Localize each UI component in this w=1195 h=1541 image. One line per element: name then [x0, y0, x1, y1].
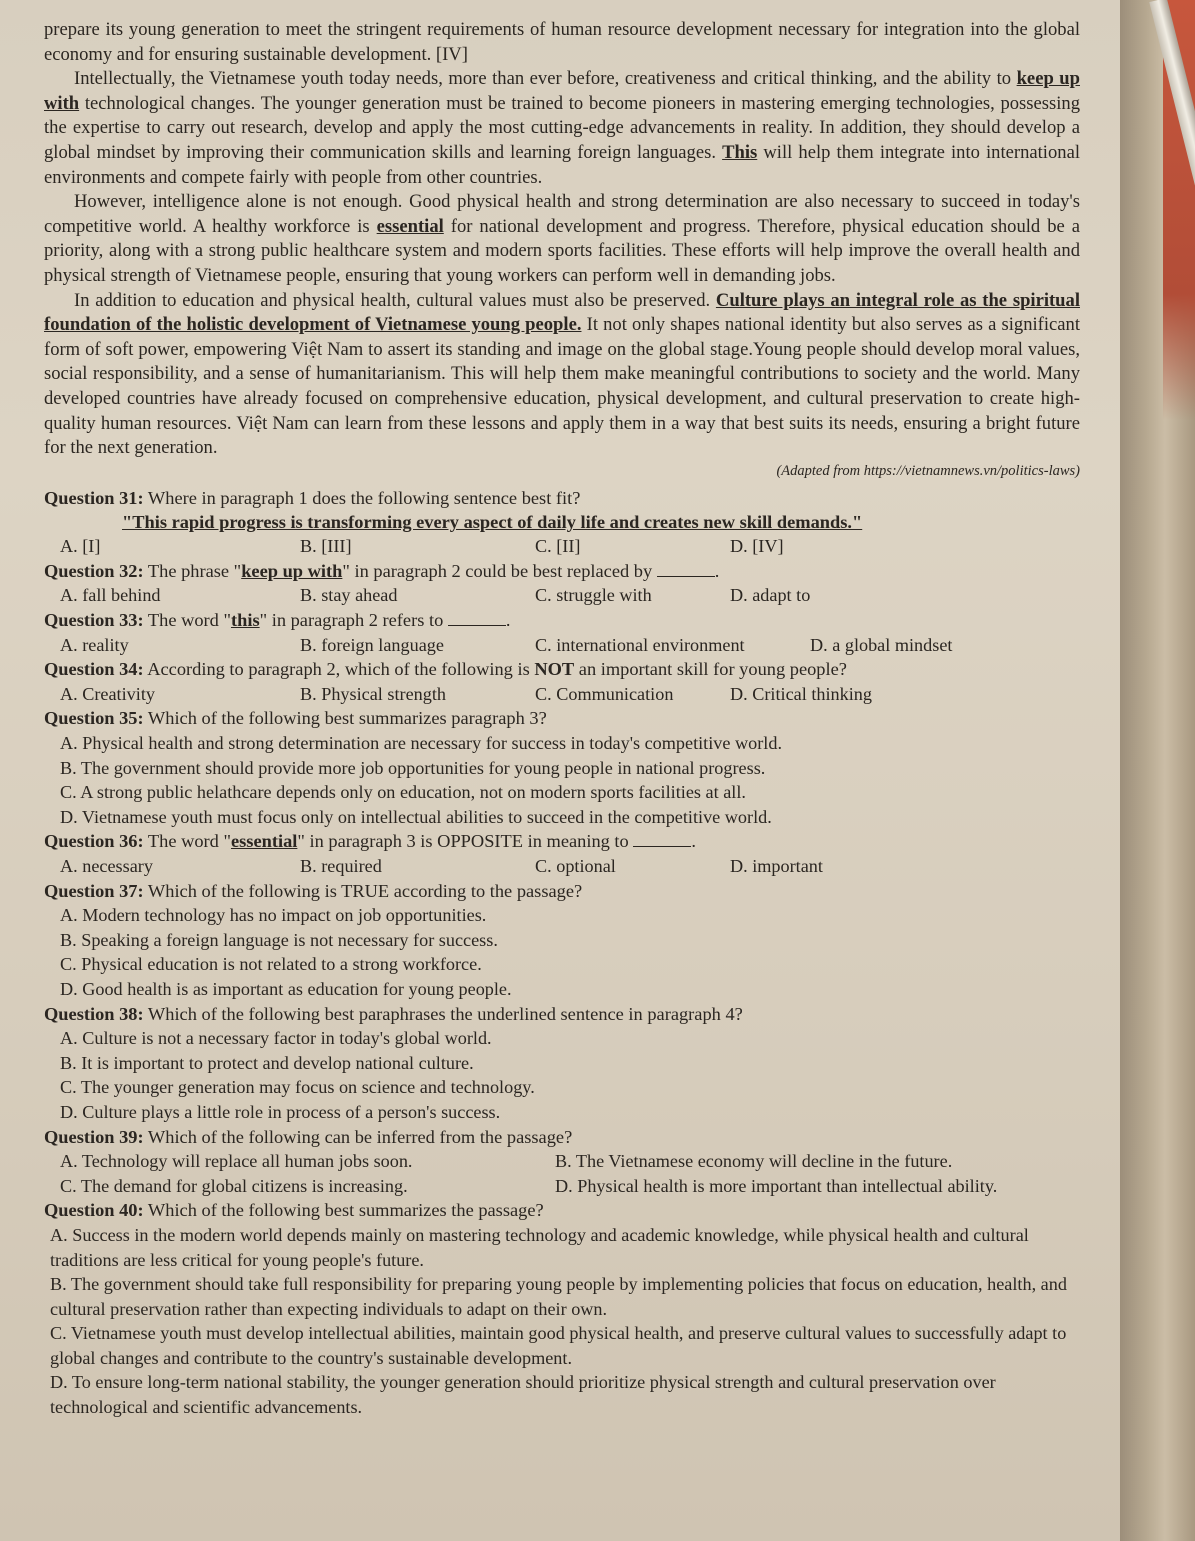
option-b[interactable]: B. required [300, 856, 382, 876]
question-36: Question 36: The word "essential" in paragraph 3 is OPPOSITE in meaning to . [44, 831, 696, 852]
option-c[interactable]: C. optional [535, 856, 616, 876]
option-d[interactable]: D. Vietnamese youth must focus only on intellectual abilities to succeed in the competitive world. [60, 806, 772, 827]
option-a[interactable]: A. [I] [60, 536, 101, 557]
question-31: Question 31: Where in paragraph 1 does the following sentence best fit? [44, 487, 581, 508]
answer-blank[interactable] [657, 562, 715, 577]
question-36-options [60, 854, 1080, 879]
keep-up-with-phrase: keep up with [44, 68, 1080, 114]
option-a[interactable]: A. necessary [60, 856, 153, 876]
option-b[interactable]: B. The Vietnamese economy will decline in the future. [555, 1151, 953, 1172]
option-b[interactable]: B. Speaking a foreign language is not necessary for success. [60, 929, 498, 950]
option-d[interactable]: D. adapt to [730, 585, 811, 606]
option-d[interactable]: D. Culture plays a little role in process of a person's success. [60, 1101, 501, 1122]
option-c[interactable]: C. [II] [535, 536, 581, 557]
option-a[interactable]: A. Success in the modern world depends mainly on mastering technology and academic knowledge, while physical health and cultural traditions are less critical for young people's future. [50, 1224, 1029, 1270]
option-b[interactable]: B. The government should provide more job opportunities for young people in national progress. [60, 757, 766, 778]
question-34: Question 34: According to paragraph 2, which of the following is NOT an important skill for young people? [44, 659, 847, 680]
question-31-quote: "This rapid progress is transforming every aspect of daily life and creates new skill demands." [122, 512, 863, 533]
option-c[interactable]: C. Vietnamese youth must develop intellectual abilities, maintain good physical health, and preserve cultural values to successfully adapt to global changes and contribute to the country's sustainable development. [50, 1323, 1067, 1368]
option-d[interactable]: D. important [730, 856, 823, 876]
option-c[interactable]: C. struggle with [535, 585, 652, 606]
option-a[interactable]: A. Technology will replace all human jobs soon. [60, 1151, 413, 1172]
option-c[interactable]: C. A strong public helathcare depends only on education, not on modern sports facilities at all. [60, 782, 746, 803]
option-c[interactable]: C. international environment [535, 634, 745, 655]
question-31-options [60, 534, 1080, 559]
option-b[interactable]: B. Physical strength [300, 683, 446, 704]
option-a[interactable]: A. fall behind [60, 585, 161, 606]
option-d[interactable]: D. a global mindset [810, 634, 953, 655]
option-d[interactable]: D. Physical health is more important than intellectual ability. [555, 1175, 998, 1196]
option-a[interactable]: A. Creativity [60, 683, 155, 704]
option-a[interactable]: A. Modern technology has no impact on job opportunities. [60, 905, 487, 926]
option-c[interactable]: C. Communication [535, 683, 674, 704]
option-b[interactable]: B. stay ahead [300, 585, 398, 606]
question-39-options-ab [60, 1149, 1080, 1174]
underlined-sentence: Culture plays an integral role as the spiritual foundation of the holistic development of Vietnamese young people. [44, 289, 1080, 336]
option-b[interactable]: B. foreign language [300, 634, 444, 655]
option-d[interactable]: D. [IV] [730, 536, 784, 557]
option-d[interactable]: D. Good health is as important as education for young people. [60, 978, 512, 999]
option-c[interactable]: C. Physical education is not related to a strong workforce. [60, 954, 482, 975]
option-d[interactable]: D. Critical thinking [730, 683, 872, 704]
question-38: Question 38: Which of the following best paraphrases the underlined sentence in paragraph 4? [44, 1003, 743, 1024]
option-b[interactable]: B. It is important to protect and develop national culture. [60, 1052, 474, 1073]
paragraph-1-tail: prepare its young generation to meet the stringent requirements of human resource development necessary for integration into the global economy and for ensuring sustainable development. [IV] [44, 19, 1080, 65]
option-a[interactable]: A. reality [60, 634, 129, 655]
option-b[interactable]: B. [III] [300, 536, 352, 557]
question-32-options [60, 583, 1080, 608]
question-32: Question 32: The phrase "keep up with" in paragraph 2 could be best replaced by . [44, 560, 720, 581]
this-word: This [722, 141, 758, 163]
question-33: Question 33: The word "this" in paragraph 2 refers to . [44, 610, 511, 631]
option-a[interactable]: A. Culture is not a necessary factor in today's global world. [60, 1028, 492, 1049]
question-35: Question 35: Which of the following best summarizes paragraph 3? [44, 708, 547, 729]
option-c[interactable]: C. The demand for global citizens is increasing. [60, 1175, 408, 1196]
paragraph-3: However, intelligence alone is not enough. Good physical health and strong determination are also necessary to succeed in today's competitive world. A healthy workforce is essential for national development and progress. Therefore, physical education should be a priority, along with a strong public healthcare system and modern sports facilities. These efforts will help improve the overall health and physical strength of Vietnamese people, ensuring that young workers can perform well in demanding jobs. [44, 191, 1080, 286]
paragraph-4: In addition to education and physical health, cultural values must also be preserved. Culture plays an integral role as the spiritual foundation of the holistic development of Vietnamese young people. It not only shapes national identity but also serves as a significant form of soft power, empowering Việt Nam to assert its standing and image on the global stage.Young people should develop moral values, social responsibility, and a sense of humanitarianism. This will help them make meaningful contributions to society and the world. Many developed countries have already focused on comprehensive education, physical development, and cultural preservation to create high-quality human resources. Việt Nam can learn from these lessons and apply them in a way that best suits its needs, ensuring a bright future for the next generation. [44, 289, 1081, 459]
option-c[interactable]: C. The younger generation may focus on science and technology. [60, 1077, 535, 1098]
option-b[interactable]: B. The government should take full responsibility for preparing young people by implementing policies that focus on education, health, and cultural preservation rather than expecting individuals to adapt on their own. [50, 1274, 1067, 1319]
question-33-options [60, 633, 1080, 658]
question-40: Question 40: Which of the following best summarizes the passage? [44, 1200, 544, 1221]
answer-blank[interactable] [448, 611, 506, 626]
option-a[interactable]: A. Physical health and strong determination are necessary for success in today's competitive world. [60, 733, 782, 754]
question-39: Question 39: Which of the following can be inferred from the passage? [44, 1126, 573, 1147]
essential-word: essential [376, 215, 444, 237]
option-d[interactable]: D. To ensure long-term national stability, the younger generation should prioritize physical strength and cultural preservation over technological and scientific advancements. [50, 1372, 996, 1418]
question-37: Question 37: Which of the following is TRUE according to the passage? [44, 880, 583, 901]
paragraph-2: Intellectually, the Vietnamese youth today needs, more than ever before, creativeness and critical thinking, and the ability to keep up with technological changes. The younger generation must be trained to become pioneers in mastering emerging technologies, possessing the expertise to carry out research, develop and apply the most cutting-edge advancements in reality. In addition, they should develop a global mindset by improving their communication skills and learning foreign languages. This will help them integrate into international environments and compete fairly with people from other countries. [44, 68, 1080, 188]
question-39-options-cd [60, 1174, 1080, 1199]
answer-blank[interactable] [633, 832, 691, 847]
question-34-options [60, 682, 1080, 707]
source-citation: (Adapted from https://vietnamnews.vn/politics-laws) [776, 462, 1080, 479]
